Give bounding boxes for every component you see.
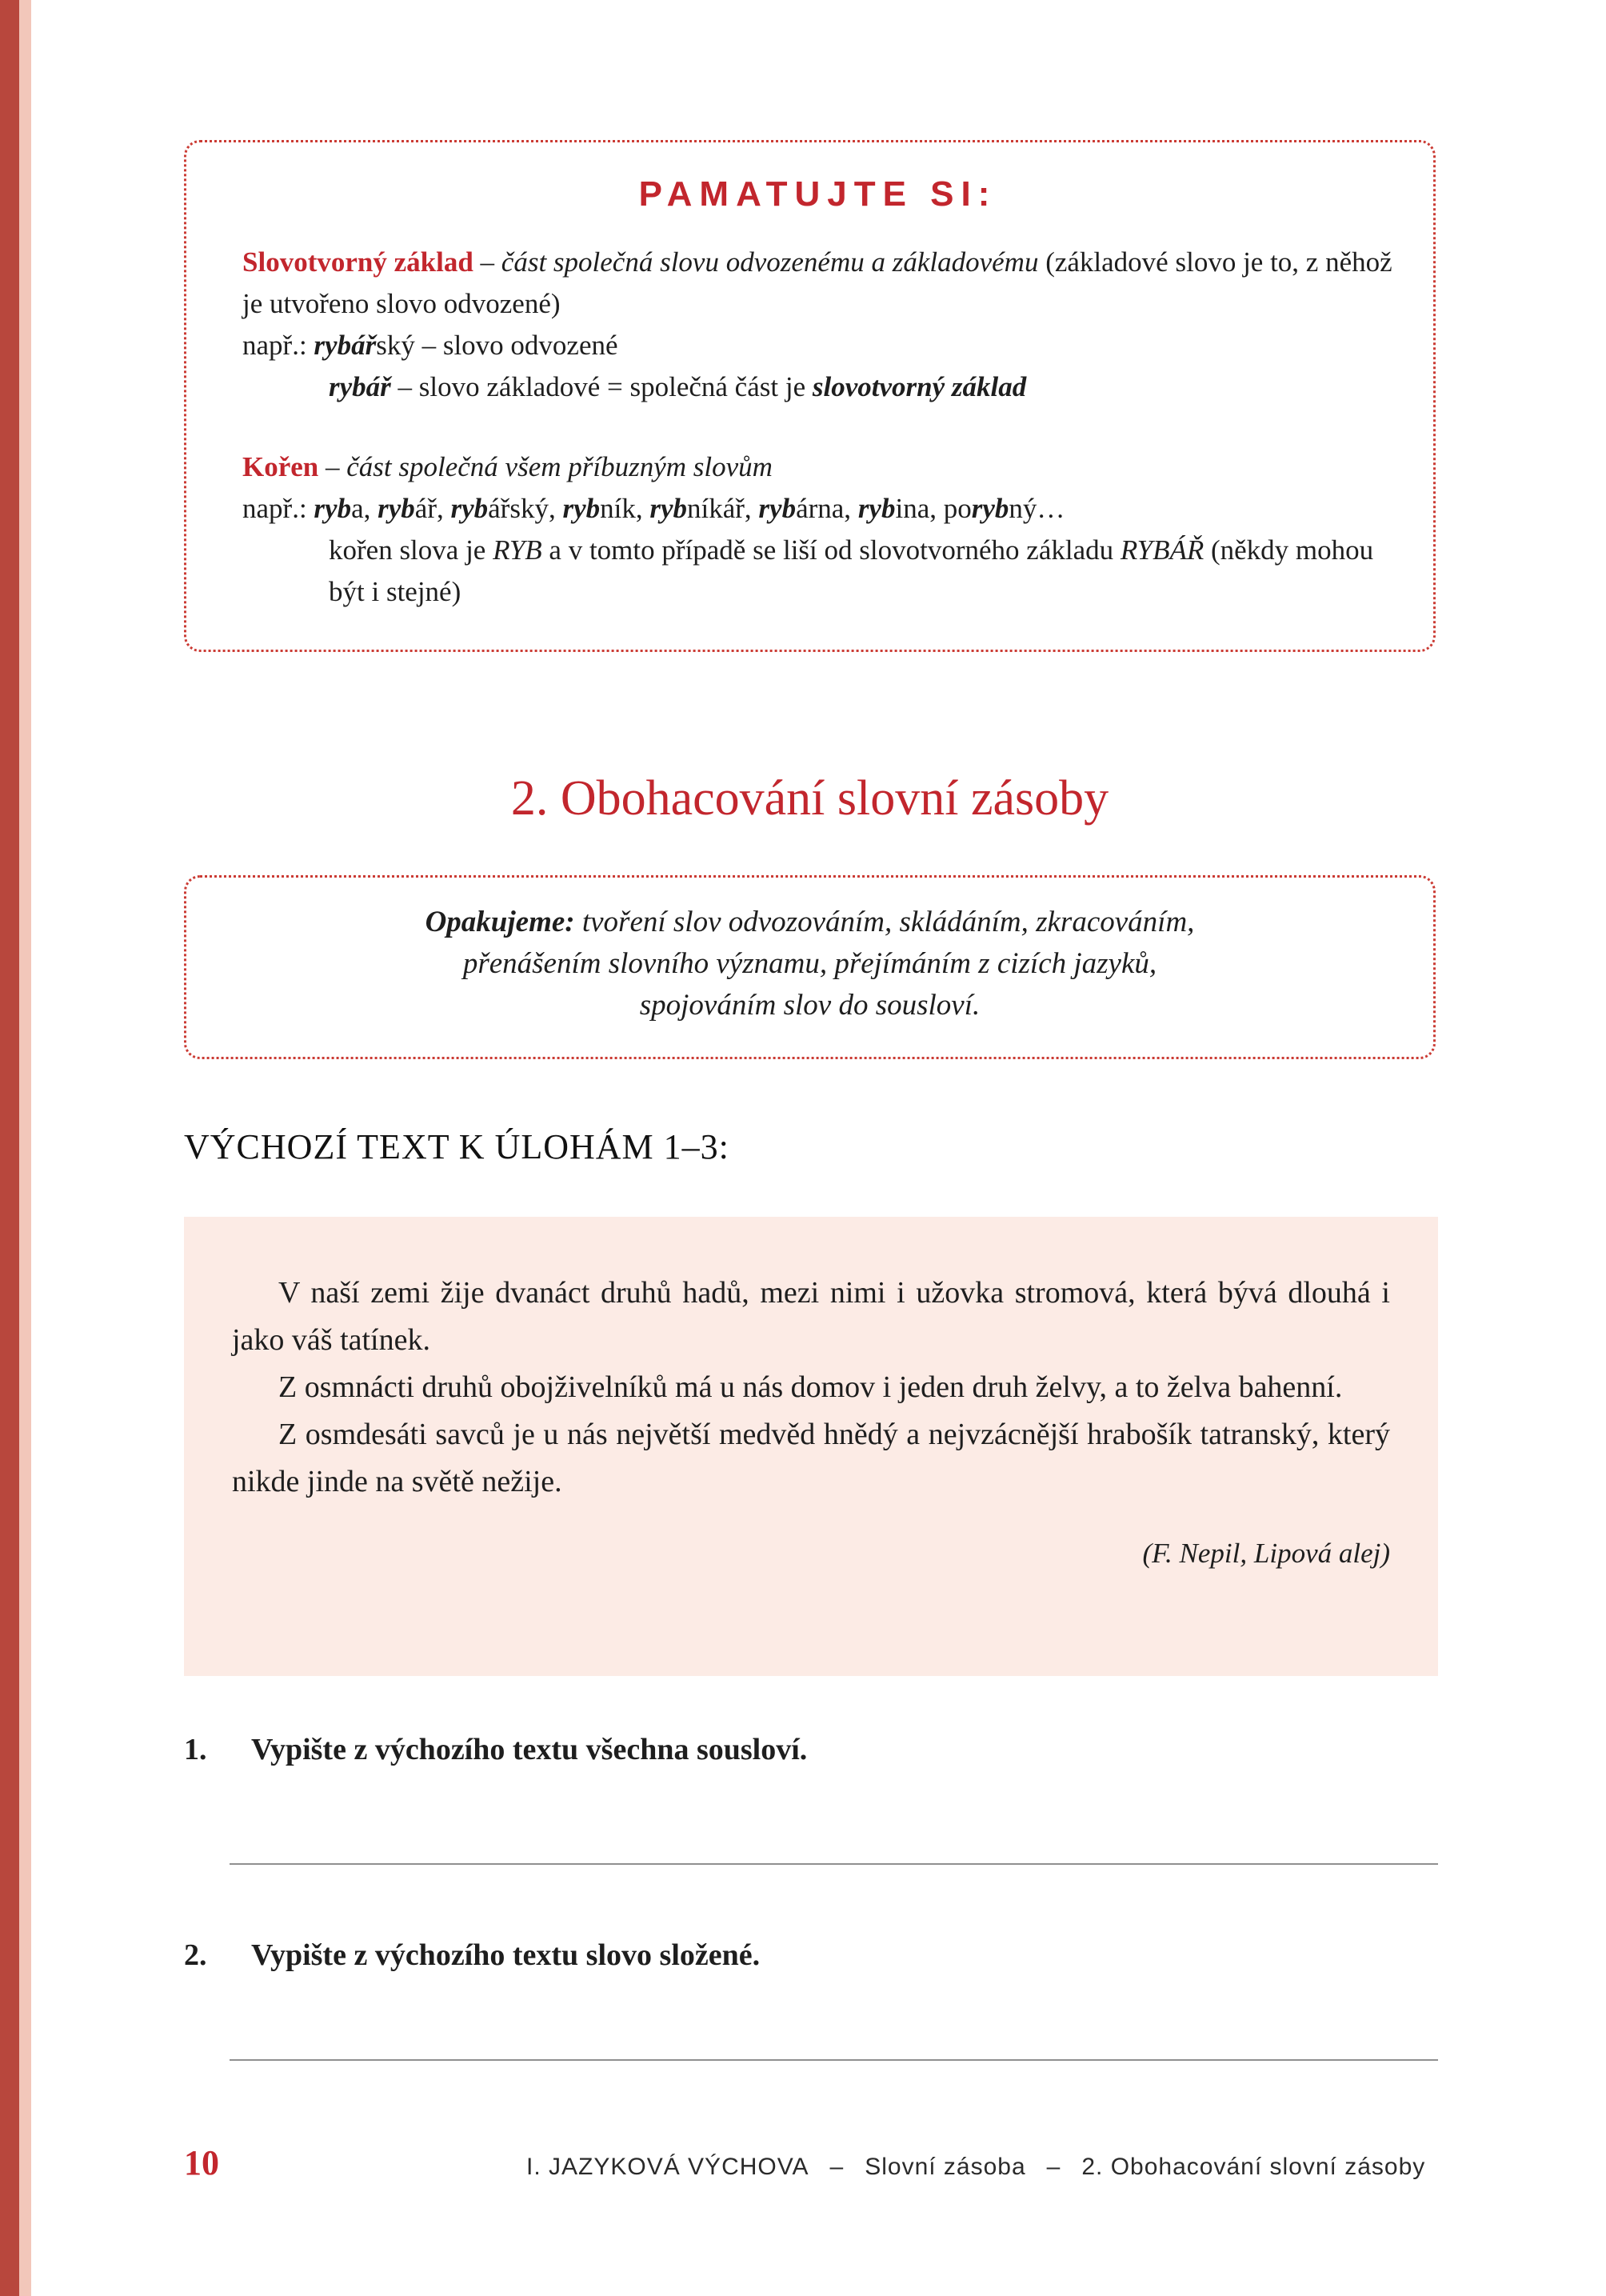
remember-paragraph-koren <box>242 446 1393 488</box>
review-line-1-text: tvoření slov odvozováním, skládáním, zkracováním, <box>574 906 1195 938</box>
review-line-3: spojováním slov do sousloví. <box>639 989 981 1022</box>
explanation-text: a v tomto případě se liší od slovotvorného základu <box>541 534 1121 566</box>
page-number: 10 <box>184 2143 219 2182</box>
task-1-number: 1. <box>184 1733 207 1766</box>
explanation-text: (někdy mohou být i stejné) <box>329 534 1374 607</box>
source-text-heading: VÝCHOZÍ TEXT K ÚLOHÁM 1–3: <box>184 1127 729 1166</box>
source-text-box <box>184 1217 1438 1676</box>
footer-separator: – <box>1046 2154 1061 2180</box>
definition-italic: – část společná slovu odvozenému a základovému <box>473 246 1039 278</box>
term-koren: Kořen <box>242 451 319 482</box>
example-line-ryb-words <box>242 488 1393 530</box>
example-prefix: např.: <box>242 330 314 361</box>
word-fragment: níkář, <box>687 493 759 524</box>
word-rybar-bold: rybář <box>329 371 391 402</box>
task-2-text: Vypište z výchozího textu slovo složené. <box>251 1938 761 1972</box>
left-edge-bar-light <box>19 0 31 2296</box>
task-1-text: Vypište z výchozího textu všechna sousloví. <box>251 1733 808 1766</box>
root-ryb-italic: RYB <box>493 534 542 566</box>
review-line-1 <box>234 902 1385 943</box>
term-slovotvorny-zaklad: Slovotvorný základ <box>242 246 473 278</box>
example-line-odvozene <box>242 325 1393 366</box>
word-fragment: ný… <box>1009 493 1065 524</box>
example-prefix: např.: <box>242 493 314 524</box>
review-box <box>184 875 1436 1059</box>
task-2-answer-line <box>230 2059 1438 2061</box>
remember-box-title: PAMATUJTE SI: <box>638 174 997 214</box>
example-mid: – slovo základové = společná část je <box>390 371 813 402</box>
word-fragment: árna, <box>796 493 858 524</box>
word-fragment: po <box>943 493 972 524</box>
ryb-root: ryb <box>562 493 601 524</box>
footer-subtopic: 2. Obohacování slovní zásoby <box>1081 2154 1426 2180</box>
review-lead-label: Opakujeme: <box>425 906 575 938</box>
ryb-root: ryb <box>758 493 797 524</box>
explanation-text: kořen slova je <box>329 534 493 566</box>
word-fragment: ina, <box>895 493 944 524</box>
task-1-answer-line <box>230 1863 1438 1865</box>
ryb-root: ryb <box>450 493 489 524</box>
excerpt-paragraph-2: Z osmnácti druhů obojživelníků má u nás domov i jeden druh želvy, a to želva bahenní. <box>278 1370 1343 1404</box>
remember-box <box>184 140 1436 652</box>
ryb-root: ryb <box>971 493 1009 524</box>
footer-breadcrumb <box>526 2154 1425 2181</box>
ryb-root: ryb <box>314 493 352 524</box>
task-2 <box>184 1936 1438 1974</box>
ryb-root: ryb <box>378 493 415 524</box>
excerpt-paragraph-1: V naší zemi žije dvanáct druhů hadů, mezi nimi i užovka stromová, která bývá dlouhá i jako váš tatínek. <box>232 1276 1390 1357</box>
left-edge-bar-dark <box>0 0 19 2296</box>
word-fragment: ářský, <box>488 493 563 524</box>
footer-separator: – <box>829 2154 845 2180</box>
word-rybar-bold: rybář <box>314 330 377 361</box>
word-fragment: ník, <box>600 493 650 524</box>
definition-italic: – část společná všem příbuzným slovům <box>318 451 773 482</box>
term-slovotvorny-zaklad-bold: slovotvorný základ <box>812 371 1027 402</box>
definition-rest: (základové slovo je to, z něhož je utvořeno slovo odvozené) <box>242 246 1392 319</box>
ryb-root: ryb <box>857 493 896 524</box>
ryb-root: ryb <box>649 493 687 524</box>
koren-explanation <box>329 530 1393 613</box>
excerpt-paragraph-3: Z osmdesáti savců je u nás největší medvěd hnědý a nejvzácnější hrabošík tatranský, který nikde jinde na světě nežije. <box>232 1418 1390 1498</box>
chapter-title: 2. Obohacování slovní zásoby <box>510 771 1109 826</box>
word-fragment: a, <box>351 493 378 524</box>
task-1 <box>184 1730 1438 1769</box>
task-2-number: 2. <box>184 1938 207 1972</box>
word-fragment: ář, <box>414 493 451 524</box>
footer-topic: Slovní zásoba <box>865 2154 1026 2180</box>
excerpt-attribution: (F. Nepil, Lipová alej) <box>1142 1538 1390 1569</box>
review-line-2: přenášením slovního významu, přejímáním z cizích jazyků, <box>462 947 1157 980</box>
example-rest: ský – slovo odvozené <box>376 330 618 361</box>
base-rybar-italic: RYBÁŘ <box>1120 534 1204 566</box>
footer-section: I. JAZYKOVÁ VÝCHOVA <box>526 2154 809 2180</box>
example-line-zakladove <box>329 366 1393 408</box>
remember-paragraph-slovotvorny-zaklad <box>242 242 1393 325</box>
